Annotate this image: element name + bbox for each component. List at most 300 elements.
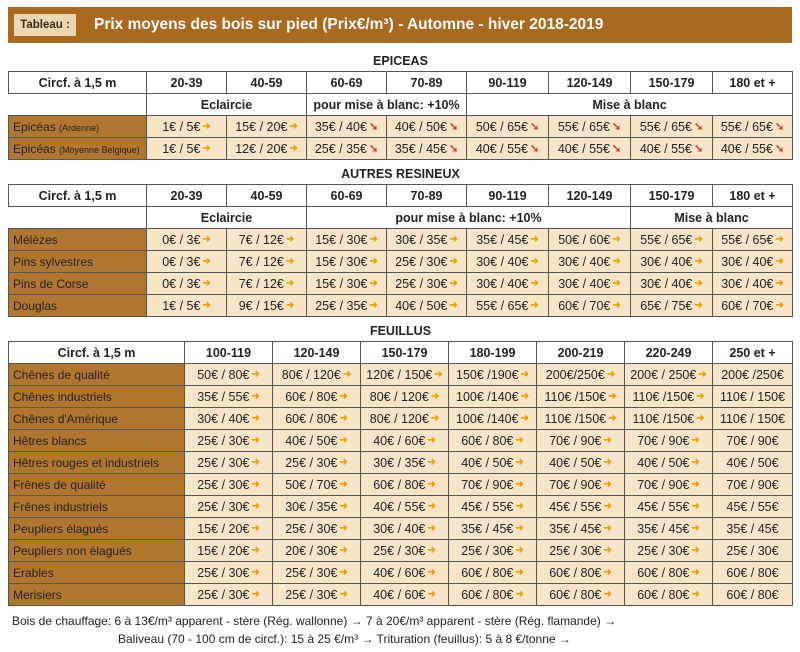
price-range: 45€ / 55€ bbox=[726, 499, 779, 514]
trend-stable-icon: ➜ bbox=[427, 523, 436, 534]
price-range: 40€ / 50€ bbox=[394, 119, 447, 134]
trend-stable-icon: ➜ bbox=[691, 589, 700, 600]
price-cell bbox=[625, 496, 713, 518]
price-cell bbox=[467, 251, 549, 273]
table-row bbox=[9, 364, 793, 386]
price-cell bbox=[227, 251, 307, 273]
price-cell bbox=[227, 229, 307, 251]
price-range: 60€ / 70€ bbox=[721, 298, 774, 313]
price-cell bbox=[449, 540, 537, 562]
trend-stable-icon: ➜ bbox=[427, 545, 436, 556]
trend-stable-icon: ➜ bbox=[520, 391, 529, 402]
trend-stable-icon: ➜ bbox=[251, 567, 260, 578]
trend-stable-icon: ➜ bbox=[530, 278, 539, 289]
price-range: 70€ / 90€ bbox=[549, 433, 602, 448]
trend-stable-icon: ➜ bbox=[369, 234, 378, 245]
circ-label: Circf. à 1,5 m bbox=[9, 342, 185, 364]
species-name: Pins de Corse bbox=[13, 276, 89, 291]
price-cell bbox=[307, 229, 387, 251]
trend-stable-icon: ➜ bbox=[202, 143, 211, 154]
price-cell bbox=[307, 251, 387, 273]
table-row bbox=[9, 452, 793, 474]
price-cell bbox=[227, 116, 307, 138]
price-range: 110€ /150€ bbox=[632, 411, 695, 426]
trend-stable-icon: ➜ bbox=[339, 457, 348, 468]
trend-stable-icon: ➜ bbox=[530, 256, 539, 267]
footer-line-1: Bois de chauffage: 6 à 13€/m³ apparent - stère (Rég. wallonne) → 7 à 20€/m³ apparent - stère (Rég. flamande) → bbox=[12, 614, 617, 628]
row-label bbox=[9, 295, 147, 317]
trend-stable-icon: ➜ bbox=[339, 501, 348, 512]
price-cell bbox=[549, 229, 631, 251]
price-range: 20€ / 30€ bbox=[285, 543, 338, 558]
trend-down-icon: ➘ bbox=[529, 143, 540, 155]
page-title: Prix moyens des bois sur pied (Prix€/m³) - Automne - hiver 2018-2019 bbox=[94, 16, 604, 33]
circ-label: Circf. à 1,5 m bbox=[9, 185, 147, 207]
price-cell bbox=[537, 386, 625, 408]
trend-stable-icon: ➜ bbox=[369, 278, 378, 289]
price-cell bbox=[147, 251, 227, 273]
price-range: 25€ / 30€ bbox=[285, 521, 338, 536]
table-row bbox=[9, 408, 793, 430]
price-cell bbox=[625, 540, 713, 562]
table-row bbox=[9, 273, 793, 295]
price-range: 50€ / 70€ bbox=[285, 477, 338, 492]
column-header: 40-59 bbox=[227, 72, 307, 94]
trend-stable-icon: ➜ bbox=[339, 479, 348, 490]
price-range: 30€ / 40€ bbox=[558, 254, 611, 269]
trend-down-icon: ➘ bbox=[693, 121, 704, 133]
price-range: 40€ / 50€ bbox=[637, 455, 690, 470]
price-range: 25€ / 30€ bbox=[373, 543, 426, 558]
price-cell bbox=[361, 474, 449, 496]
column-header: 70-89 bbox=[387, 185, 467, 207]
price-range: 70€ / 90€ bbox=[637, 433, 690, 448]
price-range: 110€ / 150€ bbox=[719, 411, 786, 426]
trend-stable-icon: ➜ bbox=[339, 435, 348, 446]
price-range: 120€ / 150€ bbox=[366, 367, 433, 382]
row-label bbox=[9, 540, 185, 562]
price-range: 25€ / 30€ bbox=[461, 543, 514, 558]
trend-stable-icon: ➜ bbox=[449, 300, 458, 311]
price-range: 50€ / 65€ bbox=[475, 119, 528, 134]
column-header: 60-69 bbox=[307, 72, 387, 94]
trend-stable-icon: ➜ bbox=[698, 369, 707, 380]
price-cell bbox=[537, 518, 625, 540]
price-cell bbox=[625, 408, 713, 430]
price-range: 25€ / 35€ bbox=[315, 298, 368, 313]
price-cell bbox=[449, 518, 537, 540]
trend-stable-icon: ➜ bbox=[339, 589, 348, 600]
table-row bbox=[9, 295, 793, 317]
price-range: 30€ / 40€ bbox=[640, 254, 693, 269]
price-cell bbox=[227, 295, 307, 317]
price-range: 12€ / 20€ bbox=[235, 141, 288, 156]
price-cell bbox=[449, 364, 537, 386]
price-cell bbox=[467, 273, 549, 295]
trend-stable-icon: ➜ bbox=[775, 278, 784, 289]
price-cell bbox=[147, 138, 227, 160]
price-range: 55€ / 65€ bbox=[640, 232, 693, 247]
trend-stable-icon: ➜ bbox=[427, 479, 436, 490]
trend-down-icon: ➘ bbox=[448, 121, 459, 133]
trend-stable-icon: ➜ bbox=[339, 523, 348, 534]
table-row bbox=[9, 251, 793, 273]
row-label bbox=[9, 408, 185, 430]
price-cell bbox=[537, 496, 625, 518]
price-range: 110€ /150€ bbox=[632, 389, 695, 404]
category-eclaircie: Eclaircie bbox=[147, 207, 307, 229]
price-cell bbox=[631, 295, 713, 317]
price-range: 55€ / 65€ bbox=[476, 298, 529, 313]
price-range: 60€ / 80€ bbox=[461, 433, 514, 448]
price-cell bbox=[185, 452, 273, 474]
price-cell bbox=[147, 295, 227, 317]
column-header: 20-39 bbox=[147, 185, 227, 207]
price-range: 80€ / 120€ bbox=[369, 389, 429, 404]
column-header: 180-199 bbox=[449, 342, 537, 364]
price-range: 60€ / 80€ bbox=[726, 565, 779, 580]
price-cell bbox=[713, 584, 793, 606]
price-range: 35€ / 45€ bbox=[394, 141, 447, 156]
price-range: 40€ / 60€ bbox=[373, 565, 426, 580]
price-range: 35€ / 55€ bbox=[197, 389, 250, 404]
trend-stable-icon: ➜ bbox=[603, 479, 612, 490]
price-cell bbox=[361, 364, 449, 386]
price-range: 200€/250€ bbox=[545, 367, 605, 382]
price-cell bbox=[273, 452, 361, 474]
trend-stable-icon: ➜ bbox=[289, 121, 298, 132]
column-header: 180 et + bbox=[713, 185, 793, 207]
trend-stable-icon: ➜ bbox=[603, 589, 612, 600]
price-range: 40€ / 55€ bbox=[373, 499, 426, 514]
trend-stable-icon: ➜ bbox=[520, 413, 529, 424]
price-range: 40€ / 55€ bbox=[557, 141, 610, 156]
trend-stable-icon: ➜ bbox=[515, 435, 524, 446]
price-range: 40€ / 60€ bbox=[373, 433, 426, 448]
trend-stable-icon: ➜ bbox=[251, 523, 260, 534]
column-header: 150-179 bbox=[631, 72, 713, 94]
price-cell bbox=[449, 408, 537, 430]
price-range: 7€ / 12€ bbox=[238, 276, 284, 291]
trend-stable-icon: ➜ bbox=[285, 300, 295, 311]
price-cell bbox=[713, 386, 793, 408]
trend-stable-icon: ➜ bbox=[515, 589, 524, 600]
price-cell bbox=[625, 518, 713, 540]
price-cell bbox=[273, 518, 361, 540]
trend-stable-icon: ➜ bbox=[612, 278, 621, 289]
category-eclaircie: Eclaircie bbox=[147, 94, 307, 116]
price-cell bbox=[713, 452, 793, 474]
trend-stable-icon: ➜ bbox=[251, 369, 260, 380]
table-row bbox=[9, 138, 793, 160]
price-cell bbox=[625, 430, 713, 452]
price-range: 30€ / 40€ bbox=[373, 521, 426, 536]
price-cell bbox=[549, 295, 631, 317]
price-cell bbox=[361, 430, 449, 452]
trend-stable-icon: ➜ bbox=[285, 278, 295, 289]
price-cell bbox=[361, 496, 449, 518]
category-mise-a-blanc: Mise à blanc bbox=[467, 94, 793, 116]
species-name: Douglas bbox=[13, 298, 58, 313]
species-name: Chênes d'Amérique bbox=[13, 411, 119, 426]
price-cell bbox=[549, 138, 631, 160]
trend-stable-icon: ➜ bbox=[427, 567, 436, 578]
trend-stable-icon: ➜ bbox=[691, 523, 700, 534]
price-cell bbox=[625, 562, 713, 584]
price-cell bbox=[467, 138, 549, 160]
trend-stable-icon: ➜ bbox=[691, 457, 700, 468]
price-cell bbox=[307, 273, 387, 295]
species-name: Epicéas bbox=[13, 141, 56, 156]
price-range: 25€ / 30€ bbox=[197, 587, 250, 602]
species-region: (Moyenne Belgique) bbox=[59, 144, 140, 155]
trend-stable-icon: ➜ bbox=[775, 256, 784, 267]
price-range: 40€ / 55€ bbox=[720, 141, 773, 156]
price-range: 60€ / 80€ bbox=[373, 477, 426, 492]
price-range: 30€ / 35€ bbox=[285, 499, 338, 514]
section-title-epiceas: EPICEAS bbox=[9, 50, 793, 72]
trend-stable-icon: ➜ bbox=[202, 300, 211, 311]
price-cell bbox=[449, 496, 537, 518]
price-cell bbox=[185, 518, 273, 540]
price-cell bbox=[713, 562, 793, 584]
trend-stable-icon: ➜ bbox=[515, 567, 524, 578]
trend-stable-icon: ➜ bbox=[251, 413, 260, 424]
price-cell bbox=[449, 430, 537, 452]
price-cell bbox=[307, 138, 387, 160]
price-range: 30€ / 40€ bbox=[721, 254, 774, 269]
trend-stable-icon: ➜ bbox=[515, 523, 524, 534]
price-cell bbox=[273, 562, 361, 584]
trend-stable-icon: ➜ bbox=[691, 567, 700, 578]
price-range: 55€ / 65€ bbox=[557, 119, 610, 134]
price-range: 7€ / 12€ bbox=[238, 254, 284, 269]
price-range: 25€ / 30€ bbox=[197, 455, 250, 470]
row-label bbox=[9, 251, 147, 273]
price-cell bbox=[467, 116, 549, 138]
price-range: 55€ / 65€ bbox=[720, 119, 773, 134]
trend-stable-icon: ➜ bbox=[612, 234, 621, 245]
column-header: 70-89 bbox=[387, 72, 467, 94]
price-range: 30€ / 40€ bbox=[640, 276, 693, 291]
trend-stable-icon: ➜ bbox=[285, 234, 295, 245]
trend-stable-icon: ➜ bbox=[608, 391, 617, 402]
price-range: 60€ / 80€ bbox=[726, 587, 779, 602]
trend-stable-icon: ➜ bbox=[369, 256, 378, 267]
trend-stable-icon: ➜ bbox=[691, 501, 700, 512]
price-range: 200€ /250€ bbox=[721, 367, 784, 382]
price-cell bbox=[449, 474, 537, 496]
category-mise-a-blanc: Mise à blanc bbox=[631, 207, 793, 229]
trend-down-icon: ➘ bbox=[448, 143, 459, 155]
price-range: 30€ / 40€ bbox=[721, 276, 774, 291]
price-range: 50€ / 60€ bbox=[558, 232, 611, 247]
species-name: Peupliers non élagués bbox=[13, 543, 132, 558]
trend-stable-icon: ➜ bbox=[251, 435, 260, 446]
trend-stable-icon: ➜ bbox=[603, 523, 612, 534]
column-header: 20-39 bbox=[147, 72, 227, 94]
trend-down-icon: ➘ bbox=[529, 121, 540, 133]
row-label bbox=[9, 138, 147, 160]
species-region: (Ardenne) bbox=[59, 122, 100, 133]
price-cell bbox=[713, 295, 793, 317]
table-row bbox=[9, 430, 793, 452]
row-label bbox=[9, 116, 147, 138]
trend-stable-icon: ➜ bbox=[612, 300, 621, 311]
price-range: 70€ / 90€ bbox=[461, 477, 514, 492]
trend-stable-icon: ➜ bbox=[691, 435, 700, 446]
price-cell bbox=[467, 295, 549, 317]
trend-stable-icon: ➜ bbox=[342, 369, 352, 380]
price-cell bbox=[185, 386, 273, 408]
category-pour-mise-a-blanc: pour mise à blanc: +10% bbox=[307, 207, 631, 229]
price-cell bbox=[185, 562, 273, 584]
price-range: 7€ / 12€ bbox=[238, 232, 284, 247]
row-label bbox=[9, 364, 185, 386]
section-title-feuillus: FEUILLUS bbox=[9, 320, 793, 342]
price-range: 80€ / 120€ bbox=[369, 411, 429, 426]
trend-stable-icon: ➜ bbox=[289, 143, 298, 154]
price-cell bbox=[361, 562, 449, 584]
trend-stable-icon: ➜ bbox=[696, 413, 705, 424]
price-range: 1€ / 5€ bbox=[162, 119, 201, 134]
trend-down-icon: ➘ bbox=[774, 143, 785, 155]
price-cell bbox=[273, 430, 361, 452]
price-cell bbox=[387, 273, 467, 295]
price-cell bbox=[713, 518, 793, 540]
price-range: 60€ / 80€ bbox=[637, 587, 690, 602]
species-name: Chênes industriels bbox=[13, 389, 112, 404]
price-cell bbox=[387, 138, 467, 160]
price-cell bbox=[361, 452, 449, 474]
price-range: 25€ / 30€ bbox=[395, 276, 448, 291]
trend-stable-icon: ➜ bbox=[603, 501, 612, 512]
price-range: 70€ / 90€ bbox=[726, 477, 779, 492]
trend-stable-icon: ➜ bbox=[427, 501, 436, 512]
trend-stable-icon: ➜ bbox=[612, 256, 621, 267]
price-range: 150€ /190€ bbox=[456, 367, 519, 382]
price-range: 25€ / 30€ bbox=[197, 499, 250, 514]
price-cell bbox=[361, 540, 449, 562]
price-range: 30€ / 35€ bbox=[395, 232, 448, 247]
price-cell bbox=[713, 364, 793, 386]
column-header: 200-219 bbox=[537, 342, 625, 364]
trend-stable-icon: ➜ bbox=[694, 300, 703, 311]
price-cell bbox=[387, 251, 467, 273]
price-range: 110€ / 150€ bbox=[719, 389, 786, 404]
price-range: 110€ /150€ bbox=[544, 411, 607, 426]
price-range: 70€ / 90€ bbox=[549, 477, 602, 492]
price-cell bbox=[537, 562, 625, 584]
trend-stable-icon: ➜ bbox=[202, 256, 211, 267]
trend-down-icon: ➘ bbox=[693, 143, 704, 155]
price-cell bbox=[273, 364, 361, 386]
price-cell bbox=[273, 408, 361, 430]
row-label bbox=[9, 430, 185, 452]
price-range: 30€ / 40€ bbox=[476, 276, 529, 291]
price-range: 80€ / 120€ bbox=[281, 367, 341, 382]
trend-stable-icon: ➜ bbox=[696, 391, 705, 402]
species-name: Frênes de qualité bbox=[13, 477, 106, 492]
price-range: 25€ / 30€ bbox=[197, 433, 250, 448]
price-range: 60€ / 80€ bbox=[285, 411, 338, 426]
trend-stable-icon: ➜ bbox=[520, 369, 529, 380]
price-range: 30€ / 40€ bbox=[476, 254, 529, 269]
price-cell bbox=[361, 518, 449, 540]
price-cell bbox=[467, 229, 549, 251]
price-cell bbox=[185, 496, 273, 518]
trend-stable-icon: ➜ bbox=[339, 567, 348, 578]
epiceas-table bbox=[8, 50, 793, 160]
price-range: 45€ / 55€ bbox=[461, 499, 514, 514]
price-range: 45€ / 55€ bbox=[637, 499, 690, 514]
column-header: 60-69 bbox=[307, 185, 387, 207]
row-label bbox=[9, 386, 185, 408]
trend-stable-icon: ➜ bbox=[251, 545, 260, 556]
row-label bbox=[9, 229, 147, 251]
price-cell bbox=[185, 584, 273, 606]
price-cell bbox=[449, 562, 537, 584]
trend-stable-icon: ➜ bbox=[434, 369, 443, 380]
trend-stable-icon: ➜ bbox=[427, 457, 436, 468]
price-cell bbox=[631, 116, 713, 138]
price-cell bbox=[549, 273, 631, 295]
trend-stable-icon: ➜ bbox=[694, 234, 703, 245]
trend-stable-icon: ➜ bbox=[606, 369, 616, 380]
trend-stable-icon: ➜ bbox=[449, 278, 458, 289]
price-range: 70€ / 90€ bbox=[726, 433, 779, 448]
price-range: 40€ / 55€ bbox=[639, 141, 692, 156]
price-range: 35€ / 40€ bbox=[314, 119, 367, 134]
price-cell bbox=[631, 251, 713, 273]
footer-line-2: Baliveau (70 - 100 cm de circf.): 15 à 25 €/m³ → Trituration (feuillus): 5 à 8 €/tonne → bbox=[118, 632, 571, 646]
trend-stable-icon: ➜ bbox=[691, 545, 700, 556]
trend-stable-icon: ➜ bbox=[430, 391, 440, 402]
species-name: Chênes de qualité bbox=[13, 367, 110, 382]
price-range: 1€ / 5€ bbox=[162, 141, 201, 156]
price-cell bbox=[185, 540, 273, 562]
price-cell bbox=[537, 430, 625, 452]
column-header: 40-59 bbox=[227, 185, 307, 207]
price-range: 25€ / 30€ bbox=[285, 565, 338, 580]
trend-stable-icon: ➜ bbox=[449, 256, 458, 267]
table-row bbox=[9, 474, 793, 496]
price-cell bbox=[361, 386, 449, 408]
price-range: 0€ / 3€ bbox=[162, 254, 201, 269]
trend-stable-icon: ➜ bbox=[202, 234, 211, 245]
price-cell bbox=[185, 474, 273, 496]
trend-down-icon: ➘ bbox=[611, 121, 622, 133]
price-range: 55€ / 65€ bbox=[639, 119, 692, 134]
species-name: Frênes industriels bbox=[13, 499, 108, 514]
price-cell bbox=[449, 584, 537, 606]
price-cell bbox=[713, 496, 793, 518]
price-range: 35€ / 45€ bbox=[637, 521, 690, 536]
price-cell bbox=[713, 229, 793, 251]
trend-stable-icon: ➜ bbox=[339, 413, 348, 424]
row-label bbox=[9, 273, 147, 295]
price-cell bbox=[549, 251, 631, 273]
trend-stable-icon: ➜ bbox=[608, 413, 617, 424]
trend-stable-icon: ➜ bbox=[251, 479, 260, 490]
trend-stable-icon: ➜ bbox=[775, 234, 784, 245]
column-header: 120-149 bbox=[549, 185, 631, 207]
price-cell bbox=[185, 364, 273, 386]
table-row bbox=[9, 540, 793, 562]
price-cell bbox=[273, 474, 361, 496]
column-header: 120-149 bbox=[549, 72, 631, 94]
trend-stable-icon: ➜ bbox=[603, 457, 612, 468]
